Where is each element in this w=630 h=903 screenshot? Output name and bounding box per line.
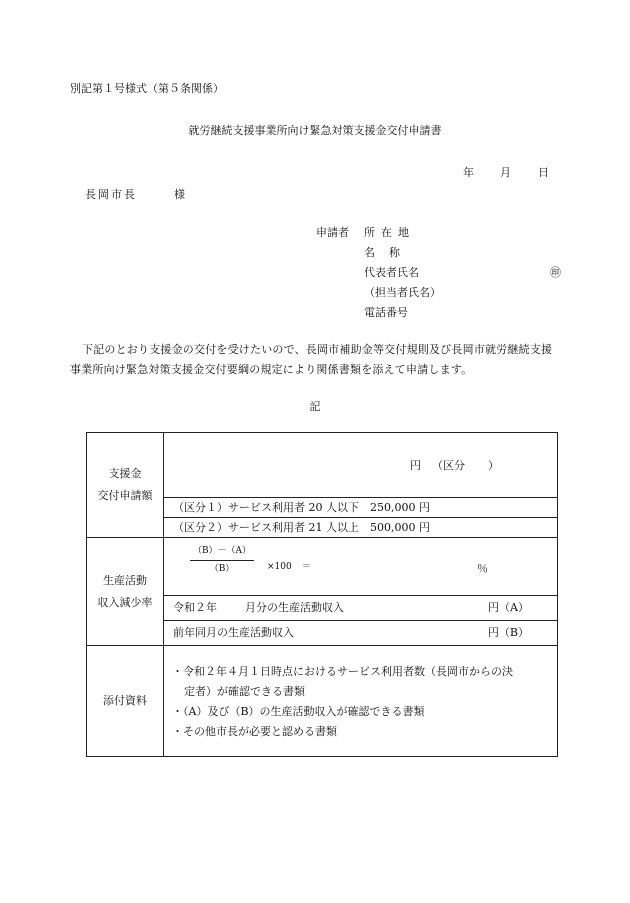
table-row — [87, 433, 558, 498]
percent-sign: ％ — [477, 562, 488, 575]
current-income-unit: 円（A） — [488, 601, 529, 615]
phone-number-label: 電話番号 — [364, 306, 408, 319]
application-table — [86, 432, 558, 757]
list-item: ・（A）及び（B）の生産活動収入が確認できる書類 — [172, 705, 425, 718]
document-title: 就労継続支援事業所向け緊急対策支援金交付申請書 — [188, 124, 442, 137]
applicant-label: 申請者 — [316, 226, 349, 239]
current-income-label: 月分の生産活動収入 — [245, 601, 344, 615]
previous-income-unit: 円（B） — [487, 626, 529, 640]
addressee: 長岡市長 — [85, 188, 137, 201]
list-item-continuation: 定者）が確認できる書類 — [184, 685, 305, 698]
form-number: 別記第１号様式（第５条関係） — [70, 82, 224, 95]
applicant-address-label: 所在地 — [364, 226, 415, 239]
times-100: ×100 — [267, 562, 292, 572]
contact-person-label: （担当者氏名） — [364, 286, 441, 299]
previous-income-label: 前年同月の生産活動収入 — [173, 626, 294, 640]
date-month-label: 月 — [500, 166, 511, 179]
date-day-label: 日 — [538, 166, 549, 179]
current-income-row — [164, 596, 558, 621]
list-item: ・その他市長が必要と認める書類 — [172, 725, 337, 738]
representative-name-label: 代表者氏名 — [364, 266, 419, 279]
subsidy-heading-line2: 交付申請額 — [97, 489, 153, 502]
kubun-label: （区分 — [432, 459, 465, 472]
fraction-numerator: （B）－（A） — [192, 546, 252, 556]
subsidy-amount-heading — [87, 433, 164, 538]
list-item: ・令和２年４月１日時点におけるサービス利用者数（長岡市からの決 — [172, 665, 513, 678]
table-row — [87, 538, 558, 596]
attachments-list — [164, 646, 558, 757]
applicant-name-label: 名称 — [364, 246, 414, 259]
current-income-prefix: 令和２年 — [173, 601, 217, 615]
decrease-rate-formula-cell — [164, 538, 558, 596]
addressee-suffix: 様 — [174, 188, 185, 201]
date-year-label: 年 — [463, 166, 474, 179]
subsidy-heading-line1: 支援金 — [108, 467, 142, 480]
attachments-heading: 添付資料 — [87, 646, 164, 757]
ki-heading: 記 — [309, 400, 321, 413]
income-decrease-heading — [87, 538, 164, 646]
subsidy-amount-cell — [164, 433, 558, 498]
income-heading-line2: 収入減少率 — [97, 595, 153, 609]
equals-sign: ＝ — [302, 562, 312, 572]
application-statement: 下記のとおり支援金の交付を受けたいので、長岡市補助金等交付規則及び長岡市就労継続支援事業所向け緊急対策支援金交付要綱の規定により関係書類を添えて申請します。 — [70, 343, 553, 376]
previous-income-row — [164, 621, 558, 646]
kubun2-row: （区分２）サービス利用者 21 人以上 500,000 円 — [164, 518, 558, 538]
kubun-close: ） — [488, 459, 499, 472]
seal-mark: ㊞ — [550, 266, 561, 279]
table-row — [87, 646, 558, 757]
yen-unit: 円 — [410, 459, 421, 472]
kubun1-row: （区分１）サービス利用者 20 人以下 250,000 円 — [164, 498, 558, 518]
income-heading-line1: 生産活動 — [103, 573, 147, 587]
fraction-denominator: （B） — [209, 563, 235, 574]
rate-fraction — [190, 546, 254, 575]
